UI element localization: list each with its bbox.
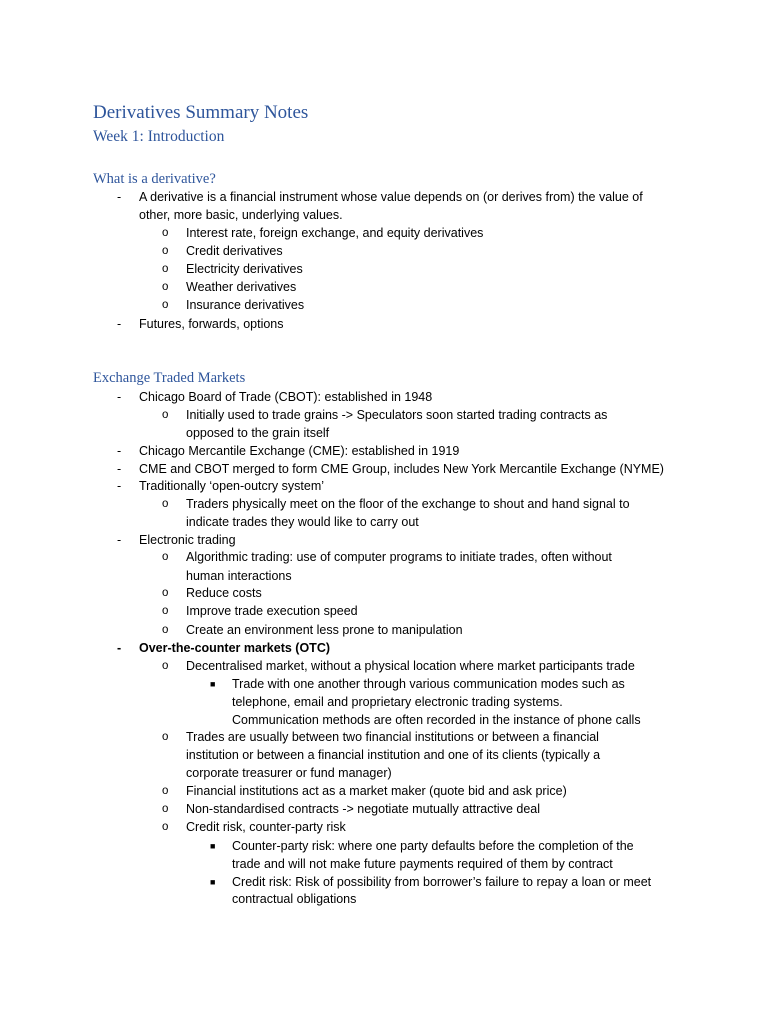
sub-list-item: corporate treasurer or fund manager) — [186, 766, 392, 780]
sub-list-item: indicate trades they would like to carry out — [186, 515, 419, 529]
circle-bullet: o — [162, 785, 169, 797]
circle-bullet: o — [162, 551, 169, 563]
dash-bullet: - — [117, 462, 122, 476]
sub-list-item: Initially used to trade grains -> Speculators soon started trading contracts as — [186, 408, 608, 422]
sub-list-item: opposed to the grain itself — [186, 426, 330, 440]
circle-bullet: o — [162, 227, 169, 239]
sub-sub-list-item: Trade with one another through various communication modes such as — [232, 677, 625, 691]
dash-bullet: - — [117, 479, 122, 493]
dash-bullet: - — [117, 390, 122, 404]
sub-list-item: Weather derivatives — [186, 280, 297, 294]
circle-bullet: o — [162, 803, 169, 815]
list-item-text: Futures, forwards, options — [139, 317, 284, 331]
sub-sub-list-item: trade and will not make future payments required of them by contract — [232, 857, 613, 871]
sub-list-item: human interactions — [186, 569, 292, 583]
circle-bullet: o — [162, 624, 169, 636]
square-bullet: ■ — [210, 679, 216, 689]
circle-bullet: o — [162, 245, 169, 257]
circle-bullet: o — [162, 409, 169, 421]
sub-list-item: Trades are usually between two financial institutions or between a financial — [186, 730, 599, 744]
sub-list-item: Create an environment less prone to manipulation — [186, 623, 463, 637]
section-heading-what-is-derivative: What is a derivative? — [93, 171, 216, 187]
list-item-text-bold: Over-the-counter markets (OTC) — [139, 641, 331, 655]
list-item-text: Electronic trading — [139, 533, 236, 547]
circle-bullet: o — [162, 605, 169, 617]
dash-bullet: - — [117, 533, 122, 547]
list-item-text: Chicago Mercantile Exchange (CME): established in 1919 — [139, 444, 460, 458]
list-item-text: Traditionally ‘open-outcry system’ — [139, 479, 325, 493]
sub-sub-list-item: Communication methods are often recorded in the instance of phone calls — [232, 713, 641, 727]
sub-list-item: Interest rate, foreign exchange, and equity derivatives — [186, 226, 484, 240]
square-bullet: ■ — [210, 877, 216, 887]
sub-list-item: Financial institutions act as a market maker (quote bid and ask price) — [186, 784, 567, 798]
sub-list-item: Improve trade execution speed — [186, 604, 358, 618]
circle-bullet: o — [162, 587, 169, 599]
sub-list-item: Algorithmic trading: use of computer programs to initiate trades, often without — [186, 550, 612, 564]
circle-bullet: o — [162, 821, 169, 833]
sub-list-item: Non-standardised contracts -> negotiate mutually attractive deal — [186, 802, 541, 816]
dash-bullet: - — [117, 190, 122, 204]
sub-list-item: Traders physically meet on the floor of the exchange to shout and hand signal to — [186, 497, 630, 511]
dash-bullet: - — [117, 641, 122, 655]
sub-list-item: Credit derivatives — [186, 244, 283, 258]
list-item-text: Chicago Board of Trade (CBOT): established in 1948 — [139, 390, 433, 404]
sub-sub-list-item: telephone, email and proprietary electronic trading systems. — [232, 695, 563, 709]
circle-bullet: o — [162, 660, 169, 672]
sub-list-item: Decentralised market, without a physical location where market participants trade — [186, 659, 635, 673]
sub-list-item: institution or between a financial institution and one of its clients (typically a — [186, 748, 601, 762]
sub-list-item: Credit risk, counter-party risk — [186, 820, 346, 834]
section-heading-exchange-traded-markets: Exchange Traded Markets — [93, 370, 246, 386]
square-bullet: ■ — [210, 841, 216, 851]
dash-bullet: - — [117, 317, 122, 331]
document-subtitle: Week 1: Introduction — [93, 128, 225, 145]
sub-list-item: Reduce costs — [186, 586, 262, 600]
circle-bullet: o — [162, 281, 169, 293]
sub-list-item: Insurance derivatives — [186, 298, 305, 312]
circle-bullet: o — [162, 263, 169, 275]
list-item-text: CME and CBOT merged to form CME Group, includes New York Mercantile Exchange (NYME) — [139, 462, 664, 476]
circle-bullet: o — [162, 299, 169, 311]
sub-list-item: Electricity derivatives — [186, 262, 303, 276]
sub-sub-list-item: Counter-party risk: where one party defaults before the completion of the — [232, 839, 634, 853]
sub-sub-list-item: Credit risk: Risk of possibility from borrower’s failure to repay a loan or meet — [232, 875, 652, 889]
sub-sub-list-item: contractual obligations — [232, 892, 357, 906]
list-item-text: other, more basic, underlying values. — [139, 208, 343, 222]
circle-bullet: o — [162, 731, 169, 743]
list-item-text: A derivative is a financial instrument whose value depends on (or derives from) the value of — [139, 190, 643, 204]
document-title: Derivatives Summary Notes — [93, 102, 309, 123]
dash-bullet: - — [117, 444, 122, 458]
circle-bullet: o — [162, 498, 169, 510]
